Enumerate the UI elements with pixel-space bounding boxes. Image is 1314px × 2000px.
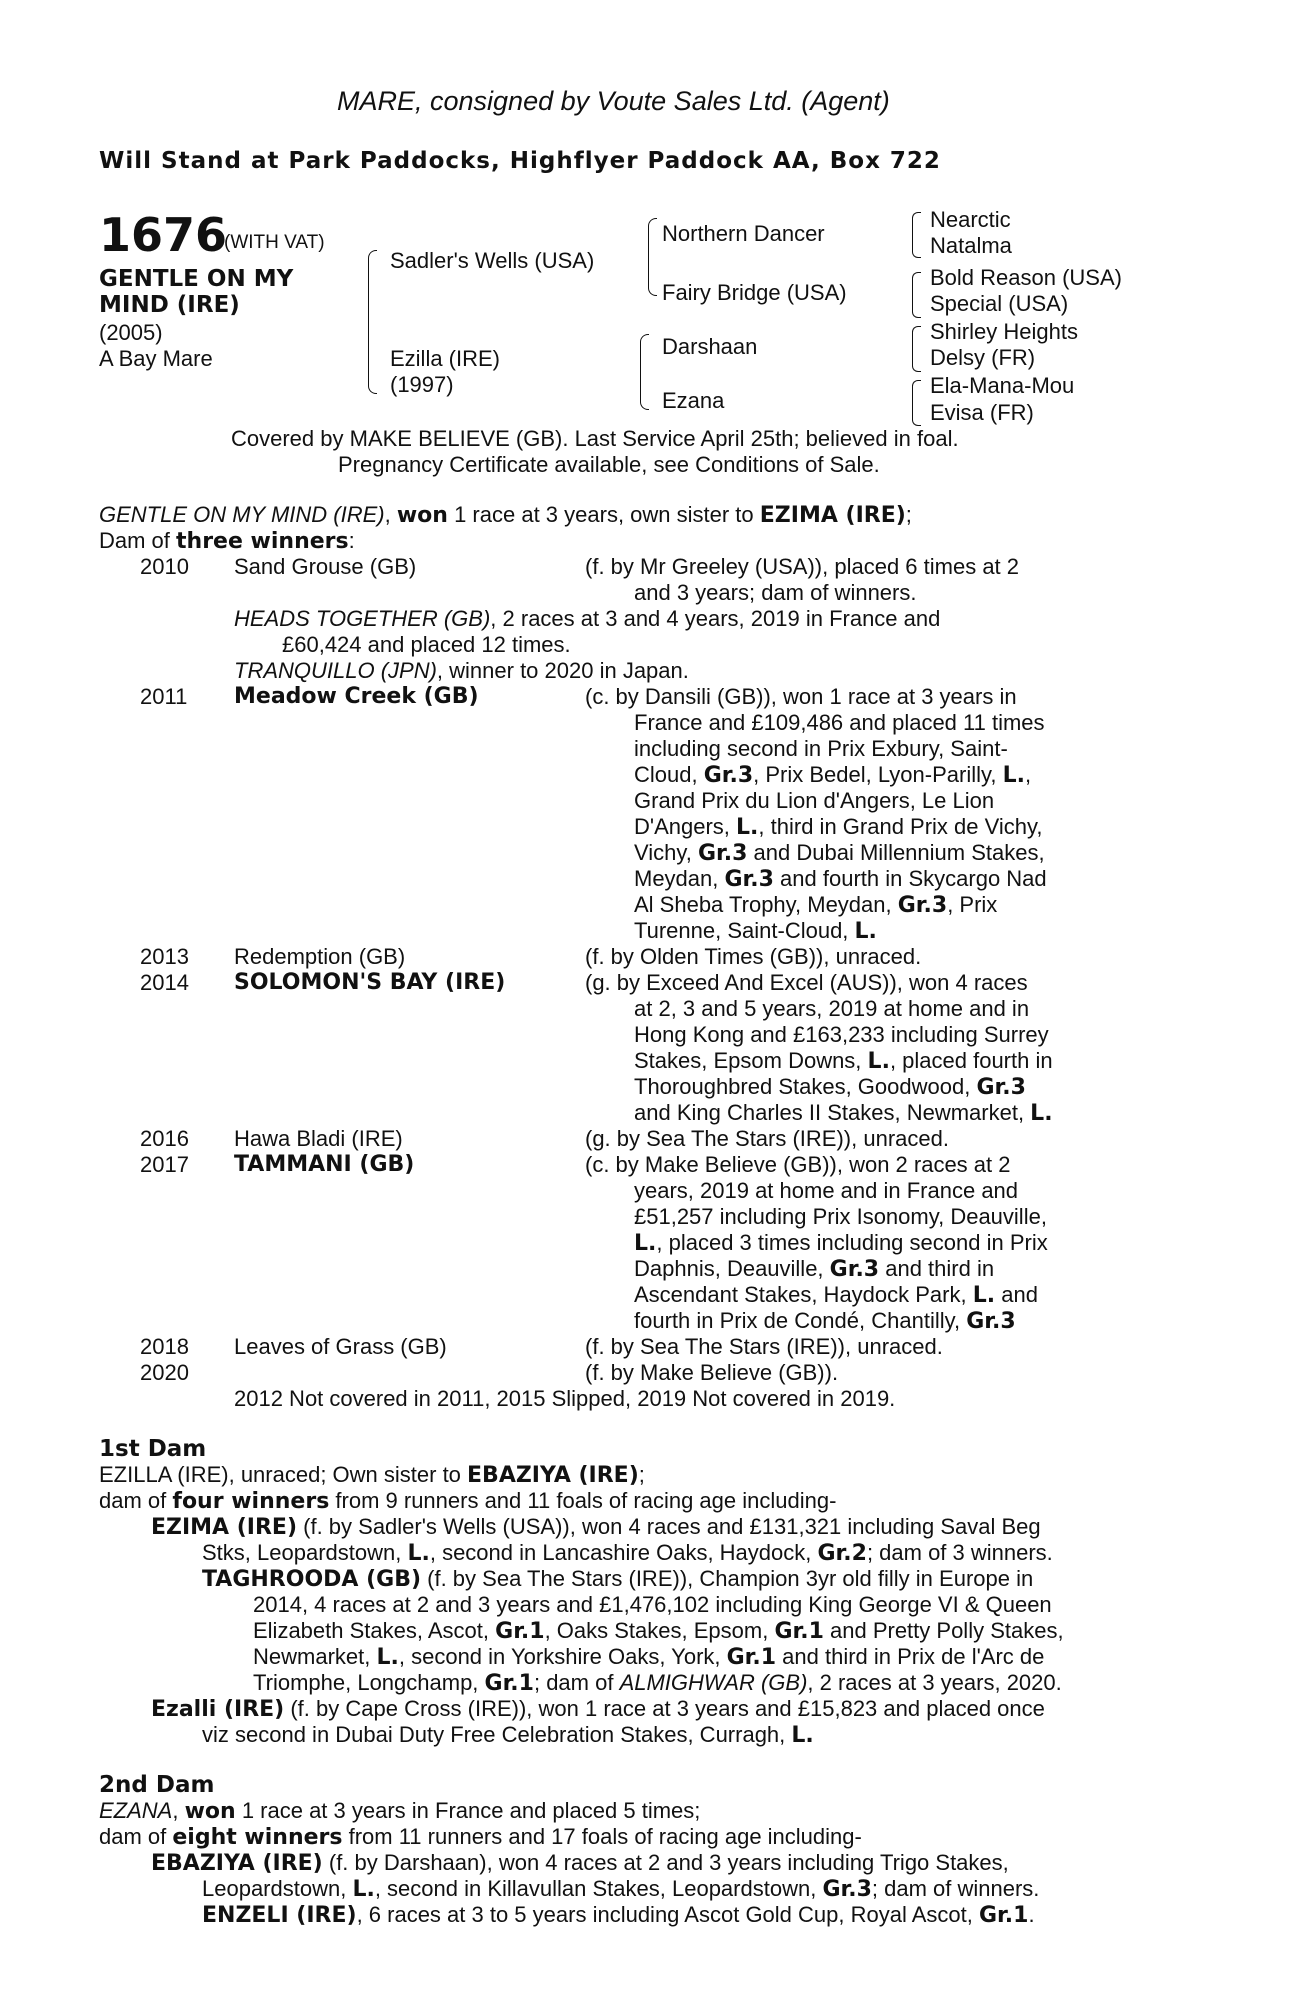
intro-won: won [396,503,448,528]
grade-badge: Gr.1 [495,1619,545,1644]
ezalli-entry [151,1696,1045,1722]
intro-sep: , [384,502,397,527]
intro-colon: : [348,528,355,553]
pedigree-g3: Bold Reason (USA) [930,265,1122,290]
grade-badge: Gr.3 [829,1257,880,1282]
produce-detail [634,1230,1048,1256]
t: . [1028,1902,1035,1927]
lot-number: 1676 [99,208,228,262]
t: , Oaks Stakes, Epsom, [544,1618,775,1643]
grade-badge: Gr.3 [897,893,948,918]
grade-badge: Gr.1 [774,1619,824,1644]
pedigree-brace-main [368,250,377,394]
progeny-detail: , winner to 2020 in Japan. [436,658,689,683]
progeny-name: HEADS TOGETHER (GB) [234,606,491,631]
produce-year: 2011 [140,684,188,709]
t: viz second in Dubai Duty Free Celebration Stakes, Curragh, [202,1722,792,1747]
progeny-detail: £60,424 and placed 12 times. [282,632,571,657]
ezima-entry [151,1514,1041,1540]
dam-name: EZANA [99,1798,173,1823]
t: Al Sheba Trophy, Meydan, [634,892,898,917]
t: fourth in Prix de Condé, Chantilly, [634,1308,967,1333]
ezima-entry [202,1540,1053,1566]
t: D'Angers, [634,814,737,839]
produce-detail: at 2, 3 and 5 years, 2019 at home and in [634,996,1030,1021]
produce-detail: and 3 years; dam of winners. [634,580,917,605]
t: and Dubai Millennium Stakes, [747,840,1045,865]
horse-description: A Bay Mare [99,346,213,371]
vat-note: (WITH VAT) [224,232,325,253]
pedigree-brace-g2 [912,272,921,318]
pedigree-brace-g1 [912,212,921,258]
t: ; [638,1462,645,1487]
winners-count: four winners [172,1489,330,1514]
grade-badge: Gr.3 [822,1877,872,1902]
produce-detail: Hong Kong and £163,233 including Surrey [634,1022,1049,1047]
intro-line1 [99,502,912,528]
produce-detail [634,866,1047,892]
produce-detail [634,1048,1053,1074]
grade-badge: L. [791,1723,814,1748]
taghrooda-entry: 2014, 4 races at 2 and 3 years and £1,476,102 including King George VI & Queen [253,1592,1052,1617]
pedigree-g5: Shirley Heights [930,319,1078,344]
grade-badge: L. [376,1645,399,1670]
t: , 6 races at 3 to 5 years including Ascot Gold Cup, Royal Ascot, [356,1902,979,1927]
t: Triomphe, Longchamp, [253,1670,485,1695]
dam-of-label: Dam of [99,528,177,553]
progeny-name: TRANQUILLO (JPN) [234,658,437,683]
produce-year: 2013 [140,944,189,969]
intro-horse-name: GENTLE ON MY MIND (IRE) [99,502,385,527]
t: and King Charles II Stakes, Newmarket, [634,1100,1031,1125]
grade-badge: L. [854,919,877,944]
pedigree-g2: Natalma [930,233,1012,258]
enzeli-entry [202,1902,1035,1928]
grade-badge: L. [1002,763,1025,788]
progeny-name: ALMIGHWAR (GB) [619,1670,808,1695]
produce-year: 2014 [140,970,189,995]
t: , placed fourth in [889,1048,1053,1073]
t: from 11 runners and 17 foals of racing age including- [342,1824,862,1849]
grade-badge: L. [972,1283,996,1308]
pedigree-sire: Sadler's Wells (USA) [390,248,595,273]
pedigree-brace-g3 [912,326,921,372]
produce-detail: including second in Prix Exbury, Saint- [634,736,1008,761]
grade-badge: L. [352,1877,375,1902]
t: Cloud, [634,762,704,787]
taghrooda-entry [253,1644,1044,1670]
progeny-name: TAGHROODA (GB) [202,1567,422,1592]
pedigree-g8: Evisa (FR) [930,400,1034,425]
t: Stks, Leopardstown, [202,1540,408,1565]
pedigree-dam-dam: Ezana [662,388,725,413]
grade-badge: Gr.1 [484,1671,534,1696]
t: dam of [99,1488,173,1513]
t: Thoroughbred Stakes, Goodwood, [634,1074,977,1099]
t: Turenne, Saint-Cloud, [634,918,855,943]
produce-detail: Grand Prix du Lion d'Angers, Le Lion [634,788,995,813]
produce-detail: (c. by Make Believe (GB)), won 2 races at 2 [585,1152,1011,1177]
produce-detail: (f. by Olden Times (GB)), unraced. [585,944,922,969]
t: and [995,1282,1038,1307]
t: , third in Grand Prix de Vichy, [758,814,1043,839]
t: ; dam of winners. [871,1876,1040,1901]
grade-badge: Gr.3 [703,763,754,788]
horse-name-line2: MIND (IRE) [99,292,240,318]
t: , placed 3 times including second in Prix [656,1230,1048,1255]
produce-name: Hawa Bladi (IRE) [234,1126,403,1151]
produce-detail [634,1100,1053,1126]
produce-detail: (f. by Sea The Stars (IRE)), unraced. [585,1334,943,1359]
produce-detail: (g. by Exceed And Excel (AUS)), won 4 races [585,970,1028,995]
pedigree-sire-sire: Northern Dancer [662,221,825,246]
second-dam-heading: 2nd Dam [99,1772,215,1798]
produce-detail [634,1074,1026,1100]
ebaziya-entry [202,1876,1039,1902]
grade-badge: Gr.3 [976,1075,1026,1100]
produce-detail: France and £109,486 and placed 11 times [634,710,1045,735]
t: and third in [879,1256,995,1281]
progeny-detail: , 2 races at 3 and 4 years, 2019 in France and [490,606,941,631]
grade-badge: L. [407,1541,430,1566]
progeny-name: ENZELI (IRE) [202,1903,357,1928]
produce-year: 2017 [140,1152,189,1177]
t: Stakes, Epsom Downs, [634,1048,868,1073]
produce-detail [634,762,1031,788]
t: (f. by Cape Cross (IRE)), won 1 race at 3 years and £15,823 and placed once [284,1696,1045,1721]
t: , Prix [947,892,998,917]
ebaziya-entry [151,1850,1009,1876]
produce-detail [634,918,877,944]
intro-end: ; [905,502,912,527]
progeny-name: EBAZIYA (IRE) [151,1851,323,1876]
t: from 9 runners and 11 foals of racing age including- [329,1488,837,1513]
t: Ascendant Stakes, Haydock Park, [634,1282,973,1307]
grade-badge: Gr.1 [979,1903,1029,1928]
covered-line1: Covered by MAKE BELIEVE (GB). Last Service April 25th; believed in foal. [231,426,959,451]
t: Meydan, [634,866,725,891]
second-dam-line2 [99,1824,862,1850]
pedigree-brace-dam [640,334,649,410]
pedigree-sire-dam: Fairy Bridge (USA) [662,280,847,305]
produce-detail: £51,257 including Prix Isonomy, Deauville, [634,1204,1047,1229]
grade-badge: L. [867,1049,890,1074]
t: Elizabeth Stakes, Ascot, [253,1618,496,1643]
covered-line2: Pregnancy Certificate available, see Conditions of Sale. [338,452,880,477]
winners-count: three winners [176,529,349,554]
progeny-line [234,658,689,684]
t: (f. by Sadler's Wells (USA)), won 4 races and £131,321 including Saval Beg [297,1514,1041,1539]
pedigree-dam-sire: Darshaan [662,334,758,359]
t: Vichy, [634,840,698,865]
won-label: won [184,1799,236,1824]
taghrooda-entry [253,1670,1062,1696]
intro-sister: EZIMA (IRE) [759,503,906,528]
grade-badge: Gr.3 [724,867,774,892]
t: (f. by Sea The Stars (IRE)), Champion 3yr old filly in Europe in [421,1566,1034,1591]
produce-detail [634,892,997,918]
taghrooda-entry [202,1566,1033,1592]
produce-year: 2018 [140,1334,189,1359]
sister-name: EBAZIYA (IRE) [467,1463,639,1488]
produce-detail [634,1308,1016,1334]
produce-name: SOLOMON'S BAY (IRE) [234,970,506,995]
produce-year: 2020 [140,1360,189,1385]
produce-detail: (g. by Sea The Stars (IRE)), unraced. [585,1126,949,1151]
progeny-line [234,606,940,632]
grade-badge: Gr.3 [966,1309,1016,1334]
produce-detail [634,814,1043,840]
grade-badge: L. [634,1231,657,1256]
pedigree-brace-sire [648,218,657,296]
pedigree-dam-year: (1997) [390,372,454,397]
t: , second in Killavullan Stakes, Leopardstown, [374,1876,823,1901]
intro-line2 [99,528,355,554]
pedigree-dam: Ezilla (IRE) [390,346,501,371]
first-dam-line2 [99,1488,836,1514]
produce-year: 2016 [140,1126,189,1151]
pedigree-g7: Ela-Mana-Mou [930,373,1075,398]
t: Leopardstown, [202,1876,353,1901]
pedigree-brace-g4 [912,380,921,426]
t: , 2 races at 3 years, 2020. [807,1670,1062,1695]
progeny-name: EZIMA (IRE) [151,1515,298,1540]
produce-name: Redemption (GB) [234,944,406,969]
t: , [1024,762,1032,787]
taghrooda-entry [253,1618,1064,1644]
t: EZILLA (IRE), unraced; Own sister to [99,1462,468,1487]
produce-detail: (f. by Mr Greeley (USA)), placed 6 times at 2 [585,554,1020,579]
stand-location: Will Stand at Park Paddocks, Highflyer Paddock AA, Box 722 [99,148,941,174]
t: Newmarket, [253,1644,377,1669]
t: , Prix Bedel, Lyon-Parilly, [753,762,1003,787]
t: (f. by Darshaan), won 4 races at 2 and 3 years including Trigo Stakes, [322,1850,1009,1875]
produce-detail [634,1256,994,1282]
grade-badge: L. [736,815,759,840]
intro-rest: 1 race at 3 years, own sister to [447,502,760,527]
first-dam-heading: 1st Dam [99,1436,207,1462]
produce-detail: (c. by Dansili (GB)), won 1 race at 3 years in [585,684,1017,709]
pedigree-g6: Delsy (FR) [930,345,1036,370]
not-covered-note: 2012 Not covered in 2011, 2015 Slipped, 2019 Not covered in 2019. [234,1386,896,1411]
ezalli-entry [202,1722,814,1748]
grade-badge: L. [1030,1101,1053,1126]
t: , second in Yorkshire Oaks, York, [398,1644,727,1669]
pedigree-g4: Special (USA) [930,291,1069,316]
produce-name: Leaves of Grass (GB) [234,1334,447,1359]
horse-year: (2005) [99,320,163,345]
t: , second in Lancashire Oaks, Haydock, [429,1540,818,1565]
t: ; dam of [533,1670,620,1695]
t: and third in Prix de l'Arc de [776,1644,1045,1669]
t: and fourth in Skycargo Nad [773,866,1047,891]
horse-name-line1: GENTLE ON MY [99,266,294,292]
produce-detail [634,1282,1038,1308]
grade-badge: Gr.2 [817,1541,867,1566]
produce-name: Meadow Creek (GB) [234,684,479,709]
second-dam-line1 [99,1798,700,1824]
t: and Pretty Polly Stakes, [823,1618,1064,1643]
first-dam-line1 [99,1462,645,1488]
produce-detail: (f. by Make Believe (GB)). [585,1360,839,1385]
t: 1 race at 3 years in France and placed 5 times; [235,1798,701,1823]
produce-name: Sand Grouse (GB) [234,554,417,579]
t: Daphnis, Deauville, [634,1256,830,1281]
produce-detail: years, 2019 at home and in France and [634,1178,1019,1203]
t: dam of [99,1824,173,1849]
t: , [172,1798,185,1823]
t: ; dam of 3 winners. [866,1540,1053,1565]
pedigree-g1: Nearctic [930,207,1011,232]
grade-badge: Gr.1 [726,1645,777,1670]
produce-detail [634,840,1045,866]
produce-year: 2010 [140,554,189,579]
winners-count: eight winners [172,1825,343,1850]
produce-name: TAMMANI (GB) [234,1152,415,1177]
progeny-name: Ezalli (IRE) [151,1697,285,1722]
consignor-line: MARE, consigned by Voute Sales Ltd. (Agent) [337,86,890,116]
grade-badge: Gr.3 [698,841,748,866]
